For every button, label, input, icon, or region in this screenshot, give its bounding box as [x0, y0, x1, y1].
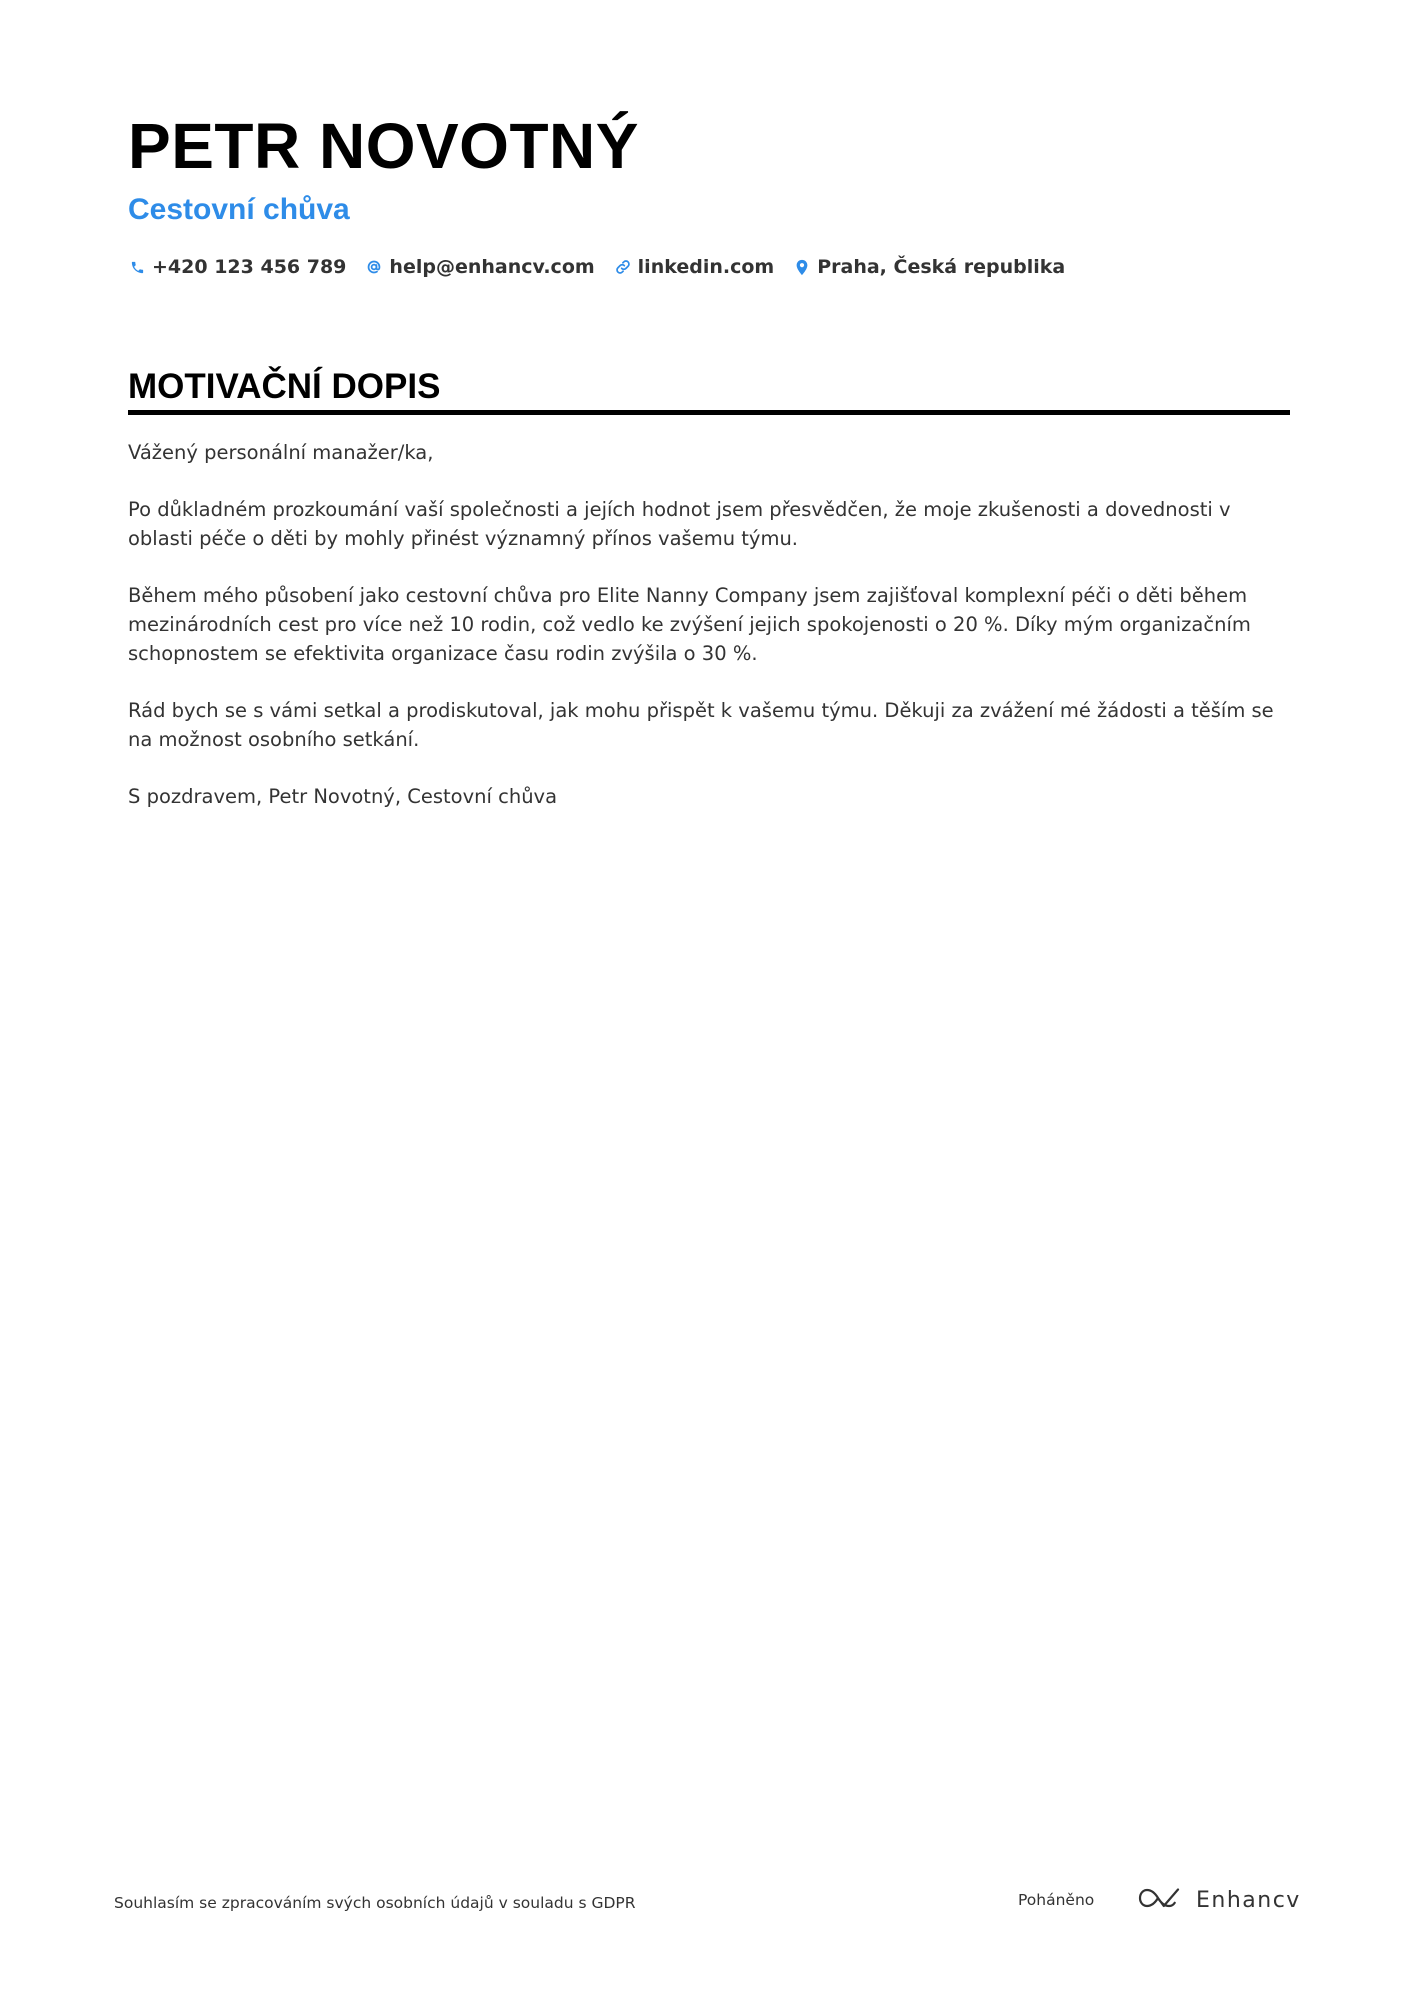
at-sign-icon — [365, 258, 383, 276]
contact-linkedin[interactable] — [614, 256, 775, 278]
contact-bar — [128, 252, 1084, 282]
contact-location — [793, 256, 1065, 278]
location-text: Praha, Česká republika — [817, 256, 1066, 278]
section-divider — [128, 410, 1290, 415]
contact-phone — [128, 256, 346, 278]
candidate-name: PETR NOVOTNÝ — [128, 110, 639, 182]
letter-paragraph: Po důkladném prozkoumání vaší společnosti a jejích hodnot jsem přesvědčen, že moje zkušenosti a dovednosti v oblasti péče o děti by mohly přinést významný přínos vašemu týmu. — [128, 498, 1231, 550]
enhancv-logo[interactable] — [1138, 1886, 1301, 1914]
enhancv-logo-icon — [1138, 1886, 1184, 1914]
gdpr-consent-text: Souhlasím se zpracováním svých osobních údajů v souladu s GDPR — [114, 1894, 636, 1912]
contact-email[interactable] — [365, 256, 594, 278]
job-title: Cestovní chůva — [128, 193, 350, 226]
powered-by-label: Poháněno — [1018, 1891, 1095, 1909]
enhancv-logo-text: Enhancv — [1196, 1887, 1301, 1913]
section-heading: MOTIVAČNÍ DOPIS — [128, 367, 441, 406]
letter-greeting: Vážený personální manažer/ka, — [128, 441, 434, 464]
letter-paragraph: Během mého působení jako cestovní chůva pro Elite Nanny Company jsem zajišťoval komplexní péči o děti během mezinárodních cest pro více než 10 rodin, což vedlo ke zvýšení jejich spokojenosti o 20 %. Díky mým organizačním schopnostem se efektivita organizace času rodin zvýšila o 30 %. — [128, 584, 1251, 665]
email-address: help@enhancv.com — [389, 256, 595, 278]
letter-body — [128, 438, 1290, 839]
linkedin-url: linkedin.com — [637, 256, 775, 278]
phone-number: +420 123 456 789 — [152, 256, 347, 278]
location-pin-icon — [793, 258, 811, 276]
letter-paragraph: Rád bych se s vámi setkal a prodiskutoval, jak mohu přispět k vašemu týmu. Děkuji za zvážení mé žádosti a těším se na možnost osobního setkání. — [128, 699, 1274, 751]
link-icon — [614, 258, 632, 276]
phone-icon — [128, 258, 146, 276]
letter-closing: S pozdravem, Petr Novotný, Cestovní chůva — [128, 785, 558, 808]
